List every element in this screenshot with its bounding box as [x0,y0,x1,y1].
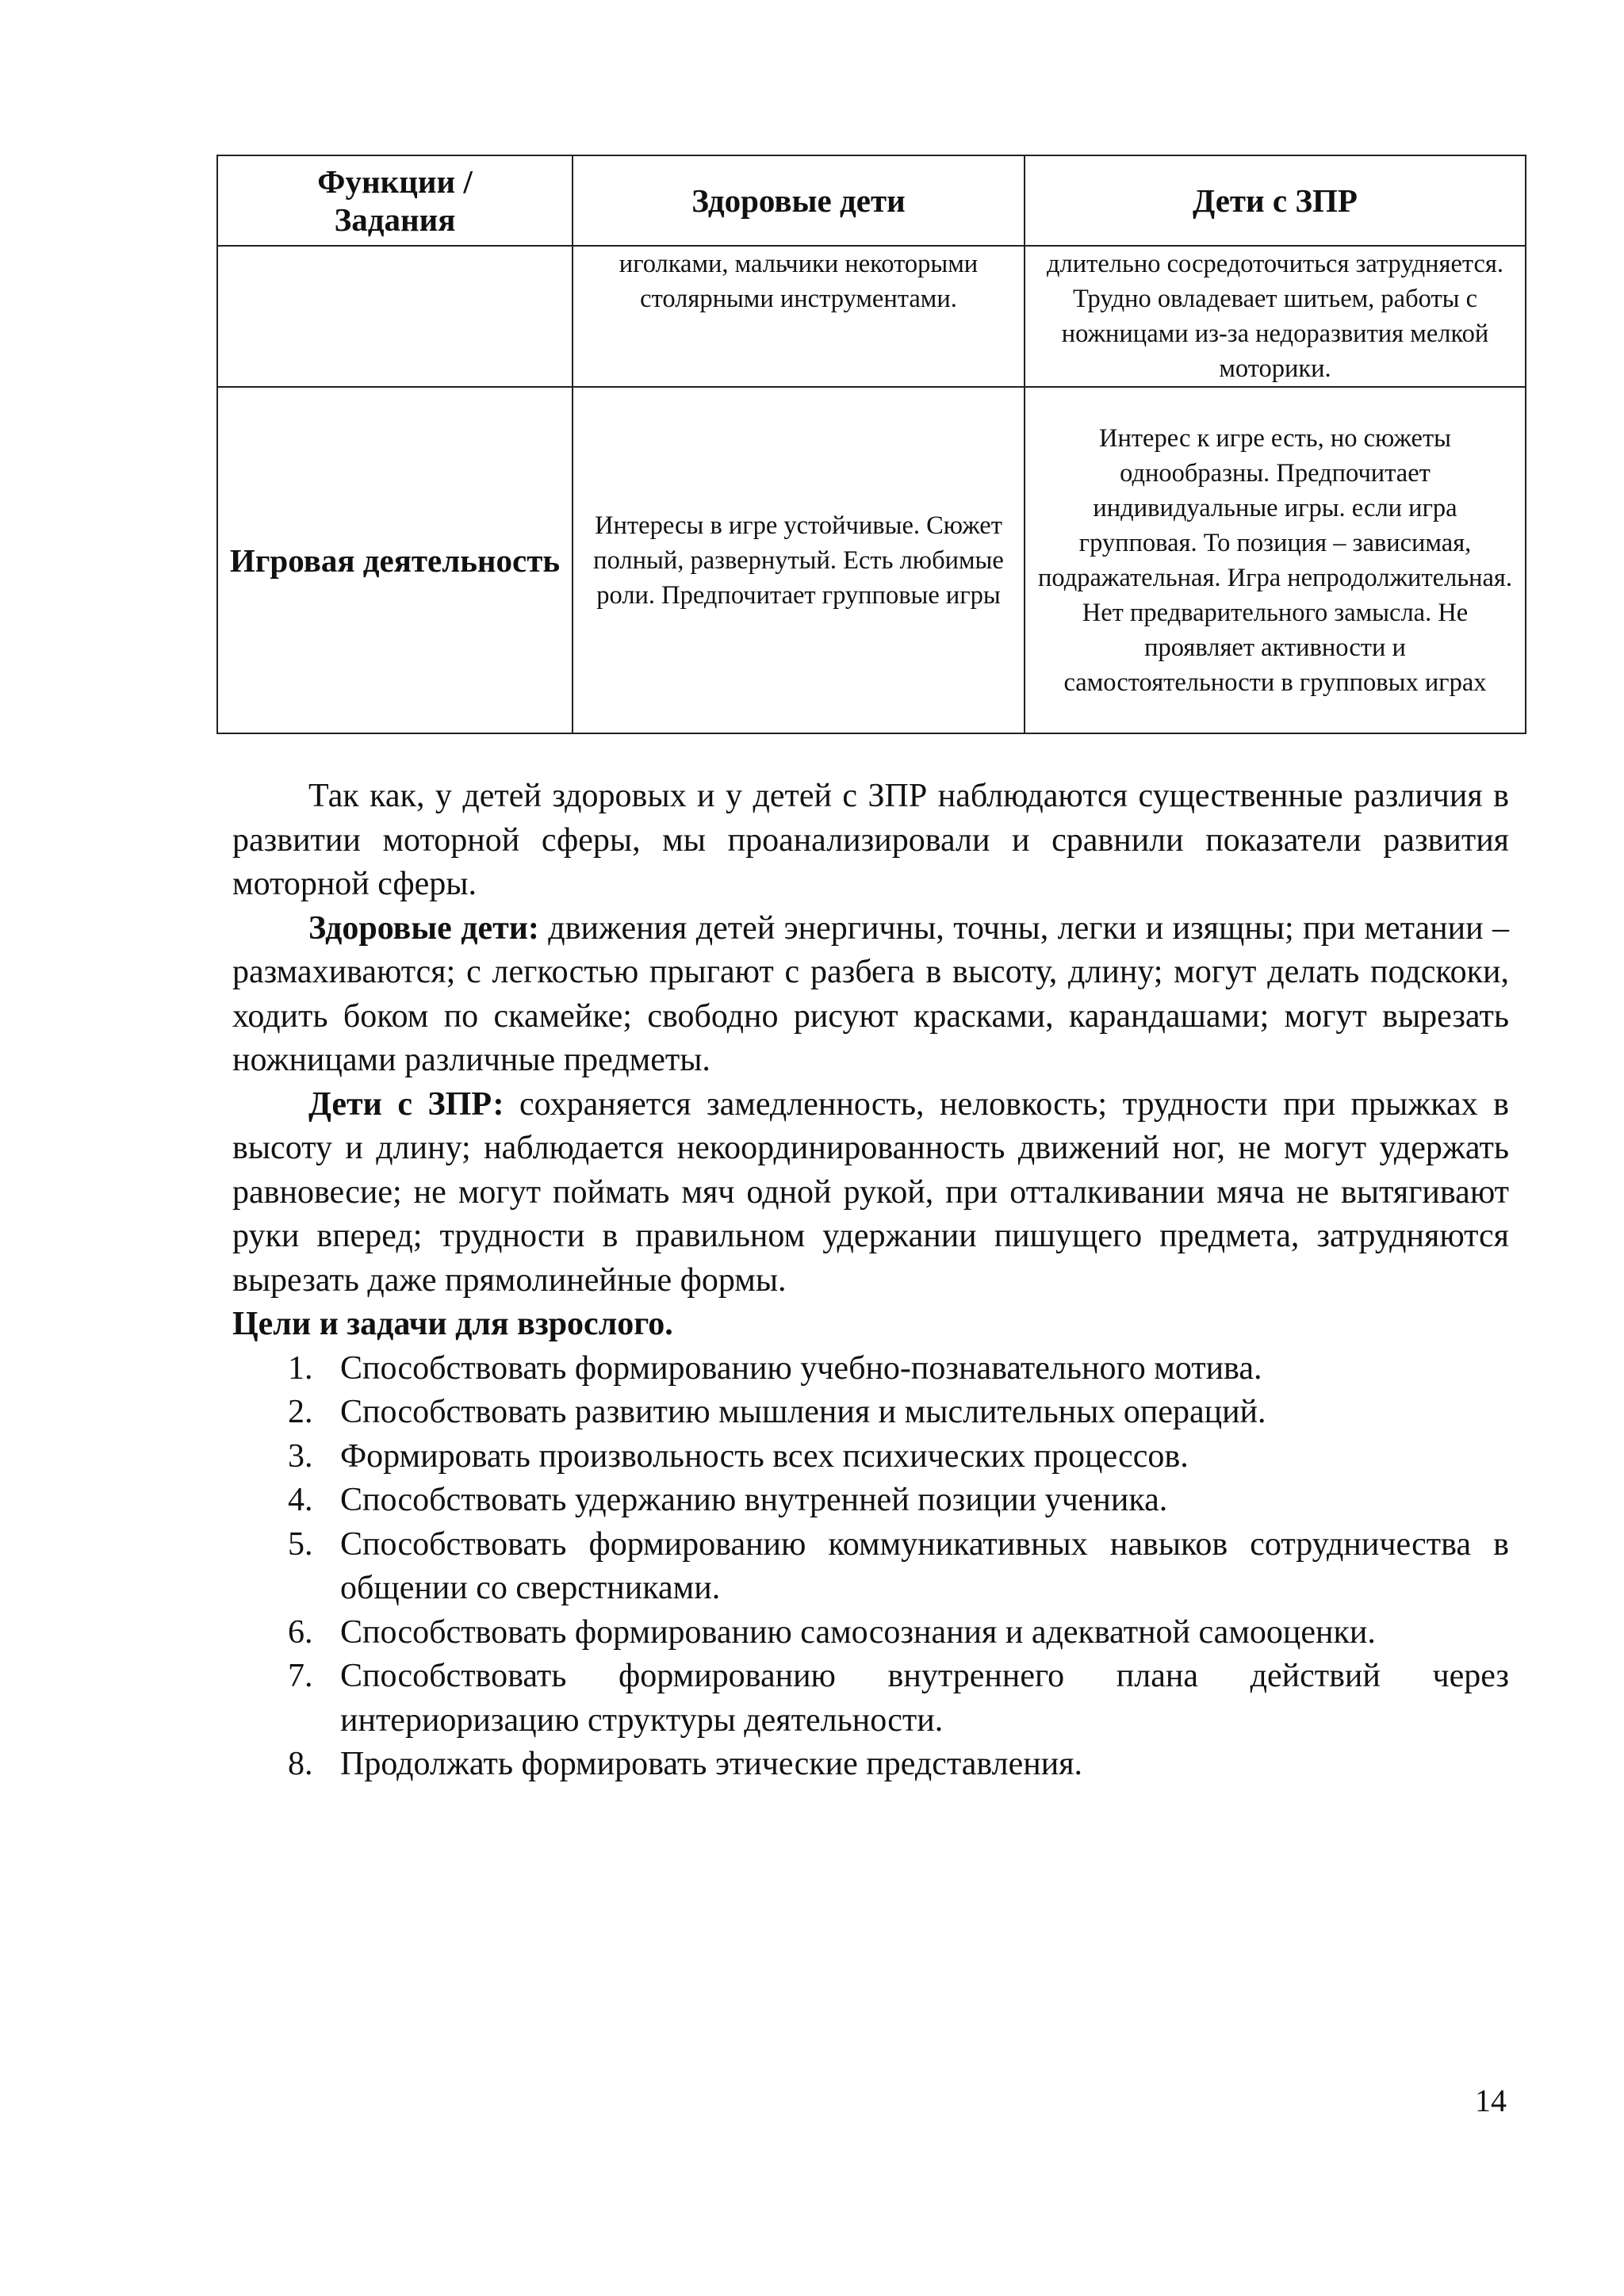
table-row [217,246,1526,387]
list-item [232,1435,1509,1479]
paragraph-text: сохраняется замедленность, неловкость; трудности при прыжках в высоту и длину; наблюдается некоординированность движений ног, не могут удержать равновесие; не могут поймать мяч одной рукой, при отталкивании мяча не вытягивают руки вперед; трудности в правильном удержании пишущего предмета, затрудняются вырезать даже прямолинейные формы. [232,1085,1509,1299]
cell-zpr: Интерес к игре есть, но сюжеты однообразны. Предпочитает индивидуальные игры. если игра групповая. То позиция – зависимая, подражательная. Игра непродолжительная. Нет предварительного замысла. Не проявляет активности и самостоятельности в групповых играх [1025,387,1526,733]
list-number: 6. [288,1613,313,1651]
list-text: Способствовать формированию самосознания и адекватной самооценки. [340,1613,1376,1651]
cell-zpr: длительно сосредоточиться затрудняется. Трудно овладевает шитьем, работы с ножницами из-за недоразвития мелкой моторики. [1025,246,1526,387]
paragraph-zpr [232,1083,1509,1303]
list-item [232,1655,1509,1743]
list-text: Формировать произвольность всех психических процессов. [340,1437,1189,1475]
list-number: 8. [288,1746,313,1782]
list-item [232,1391,1509,1435]
row-label [217,246,573,387]
list-text: Способствовать удержанию внутренней позиции ученика. [340,1482,1168,1518]
table-row [217,387,1526,733]
goals-heading: Цели и задачи для взрослого. [232,1306,673,1342]
list-text: Способствовать развитию мышления и мыслительных операций. [340,1394,1266,1430]
list-item [232,1523,1509,1611]
list-number: 7. [288,1658,313,1694]
comparison-table [216,155,1526,734]
header-zpr-children: Дети с ЗПР [1025,155,1526,246]
paragraph-text: движения детей энергичны, точны, легки и изящны; при метании – размахиваются; с легкостью прыгают с разбега в высоту, длину; могут делать подскоки, ходить боком по скамейке; свободно рисуют красками, карандашами; могут вырезать ножницами различные предметы. [232,909,1509,1078]
page-number: 14 [1475,2083,1507,2118]
body-text [232,775,1509,1787]
cell-healthy: Интересы в игре устойчивые. Сюжет полный, развернутый. Есть любимые роли. Предпочитает групповые игры [573,387,1025,733]
table-header-row [217,155,1526,246]
row-label: Игровая деятельность [217,387,573,733]
list-number: 3. [288,1437,313,1475]
list-number: 2. [288,1394,313,1430]
list-text: Способствовать формированию внутреннего плана действий через интериоризацию структуры деятельности. [340,1658,1509,1739]
list-text: Способствовать формированию учебно-познавательного мотива. [340,1349,1262,1387]
list-number: 4. [288,1482,313,1518]
list-text: Способствовать формированию коммуникативных навыков сотрудничества в общении со сверстниками. [340,1525,1509,1606]
goals-list [232,1347,1509,1787]
list-item [232,1347,1509,1391]
list-text: Продолжать формировать этические представления. [340,1746,1083,1782]
paragraph-intro: Так как, у детей здоровых и у детей с ЗПР наблюдаются существенные различия в развитии моторной сферы, мы проанализировали и сравнили показатели развития моторной сферы. [232,778,1509,902]
list-item [232,1479,1509,1523]
header-functions: Функции / Задания [217,155,573,246]
list-number: 5. [288,1525,313,1563]
list-item [232,1611,1509,1655]
paragraph-label: Дети с ЗПР: [308,1085,504,1123]
header-healthy-children: Здоровые дети [573,155,1025,246]
cell-healthy: иголками, мальчики некоторыми столярными инструментами. [573,246,1025,387]
list-item [232,1743,1509,1787]
paragraph-label: Здоровые дети: [308,909,539,947]
paragraph-healthy [232,907,1509,1083]
list-number: 1. [288,1349,313,1387]
